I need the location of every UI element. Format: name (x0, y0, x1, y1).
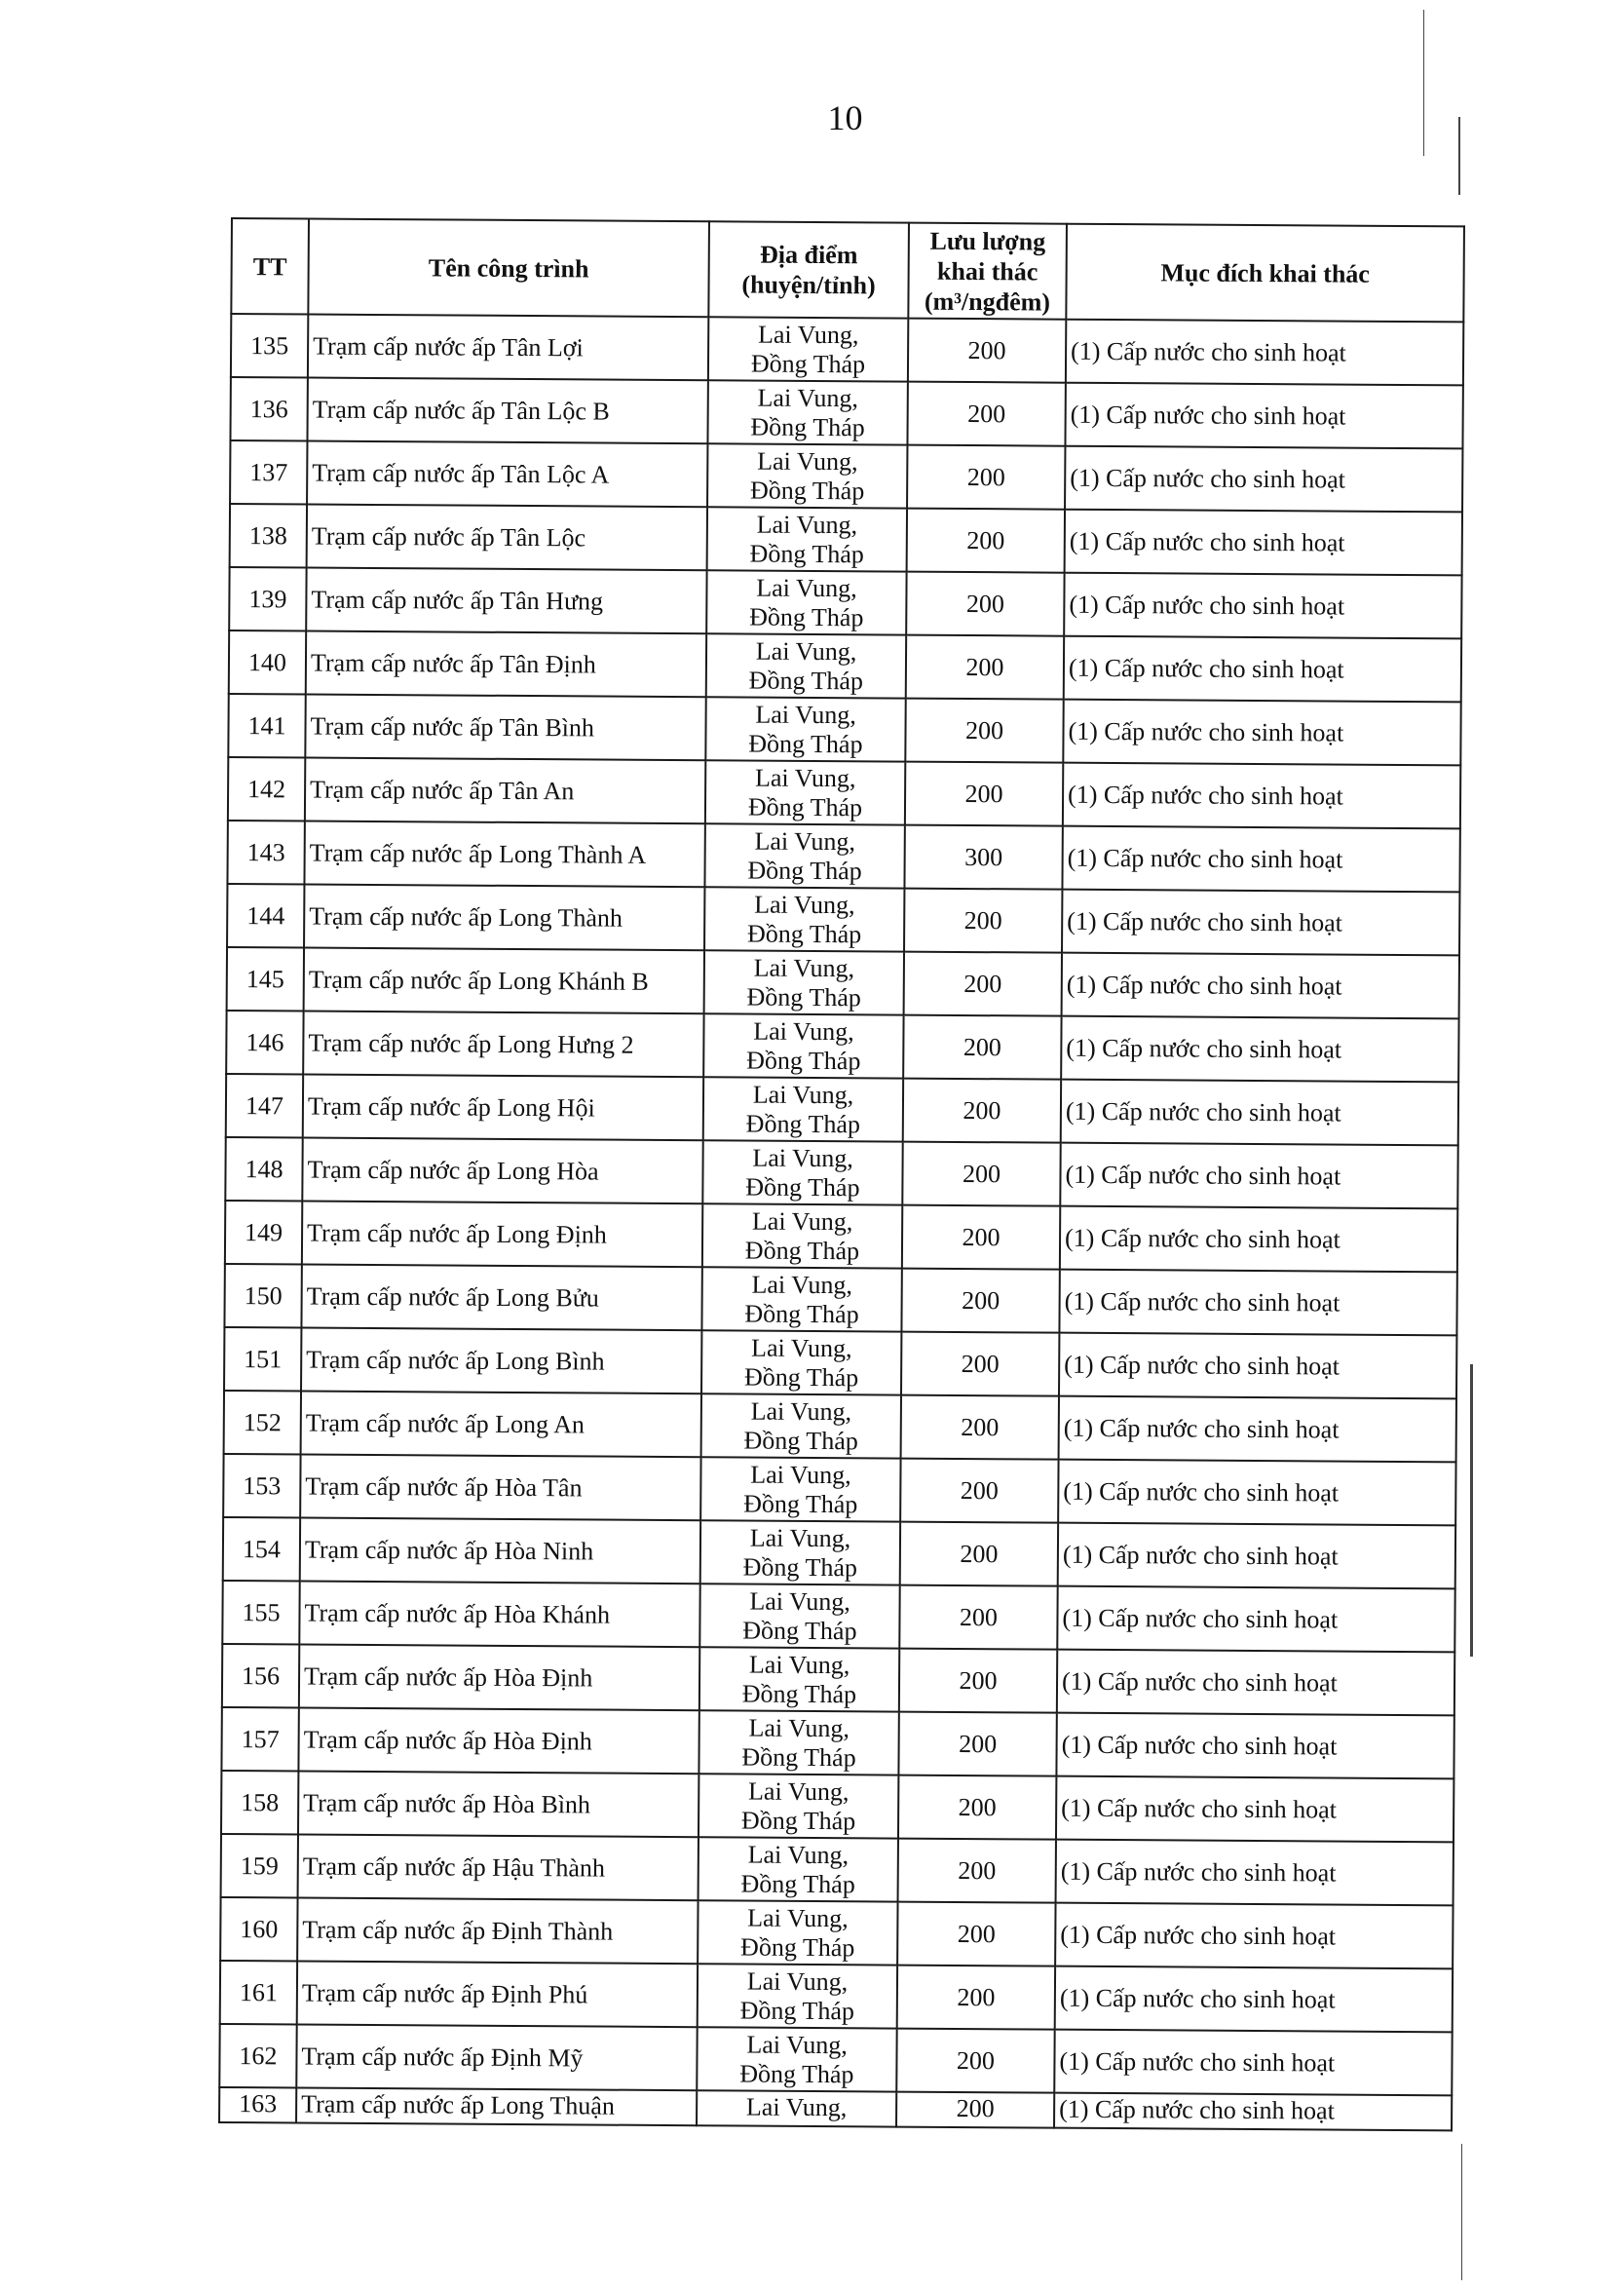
cell-name: Trạm cấp nước ấp Long Định (302, 1202, 702, 1268)
scan-margin-line (1461, 2144, 1462, 2280)
scan-margin-line (1458, 117, 1460, 195)
cell-tt: 147 (226, 1074, 303, 1138)
table-row (223, 1454, 1455, 1525)
table-row (228, 694, 1460, 765)
cell-location (704, 950, 904, 1014)
cell-tt: 148 (225, 1137, 302, 1202)
cell-name: Trạm cấp nước ấp Long An (301, 1392, 701, 1458)
cell-location (699, 1710, 898, 1775)
cell-name: Trạm cấp nước ấp Long Thành (304, 885, 704, 951)
cell-purpose: (1) Cấp nước cho sinh hoạt (1062, 890, 1459, 956)
cell-location-district: Lai Vung, (756, 573, 857, 602)
cell-location (700, 1520, 900, 1584)
cell-location (699, 1647, 899, 1711)
cell-location (702, 1140, 902, 1204)
cell-location (701, 1393, 901, 1458)
header-name: Tên công trình (308, 219, 709, 318)
scan-margin-line (1470, 1364, 1473, 1657)
header-location (708, 221, 909, 318)
cell-tt: 140 (229, 630, 306, 695)
table-row (221, 1771, 1454, 1842)
table-row (221, 1834, 1454, 1905)
cell-tt: 146 (226, 1011, 303, 1075)
cell-tt: 153 (223, 1454, 300, 1518)
cell-tt: 144 (227, 884, 304, 948)
cell-flow: 200 (899, 1649, 1057, 1713)
cell-purpose: (1) Cấp nước cho sinh hoạt (1056, 1840, 1454, 1906)
table-body (219, 314, 1463, 2130)
cell-flow: 200 (904, 952, 1062, 1016)
cell-purpose: (1) Cấp nước cho sinh hoạt (1062, 826, 1459, 893)
header-location-line2: (huyện/tỉnh) (741, 270, 876, 300)
cell-name: Trạm cấp nước ấp Long Thành A (304, 821, 704, 888)
cell-purpose: (1) Cấp nước cho sinh hoạt (1065, 446, 1462, 513)
cell-flow: 200 (907, 382, 1065, 446)
cell-purpose: (1) Cấp nước cho sinh hoạt (1066, 320, 1463, 386)
cell-location-province: Đồng Tháp (744, 1236, 860, 1265)
cell-purpose: (1) Cấp nước cho sinh hoạt (1056, 1776, 1454, 1843)
cell-name: Trạm cấp nước ấp Tân Lợi (308, 315, 708, 381)
cell-location-province: Đồng Tháp (742, 1616, 857, 1645)
cell-location-province: Đồng Tháp (750, 412, 865, 441)
cell-location-district: Lai Vung, (749, 1586, 850, 1616)
cell-location-district: Lai Vung, (751, 1333, 852, 1362)
cell-purpose: (1) Cấp nước cho sinh hoạt (1063, 763, 1460, 829)
cell-tt: 156 (222, 1644, 299, 1708)
cell-location-district: Lai Vung, (751, 1270, 853, 1299)
cell-location (704, 887, 904, 951)
cell-name: Trạm cấp nước ấp Hòa Định (299, 1644, 699, 1710)
cell-location-province: Đồng Tháp (739, 1996, 855, 2025)
cell-name: Trạm cấp nước ấp Định Phú (297, 1961, 698, 2027)
cell-location-province: Đồng Tháp (740, 1806, 856, 1835)
cell-location-province: Đồng Tháp (739, 2059, 854, 2088)
cell-name: Trạm cấp nước ấp Tân An (305, 758, 705, 824)
table-row (227, 884, 1459, 955)
cell-location-province: Đồng Tháp (743, 1489, 858, 1518)
cell-location (697, 2027, 896, 2091)
cell-location (699, 1584, 899, 1648)
table-row (220, 1897, 1453, 1968)
cell-location-district: Lai Vung, (748, 1776, 850, 1806)
cell-purpose: (1) Cấp nước cho sinh hoạt (1057, 1586, 1454, 1653)
cell-flow: 200 (902, 1142, 1060, 1206)
cell-tt: 154 (223, 1517, 300, 1582)
cell-tt: 138 (230, 504, 307, 568)
cell-tt: 158 (221, 1771, 298, 1835)
cell-purpose: (1) Cấp nước cho sinh hoạt (1054, 2030, 1452, 2096)
cell-tt: 135 (231, 314, 308, 378)
cell-tt: 163 (219, 2087, 296, 2123)
cell-tt: 161 (220, 1961, 297, 2025)
cell-name: Trạm cấp nước ấp Hòa Tân (300, 1455, 700, 1521)
cell-location-province: Đồng Tháp (747, 792, 863, 821)
cell-purpose: (1) Cấp nước cho sinh hoạt (1060, 1143, 1457, 1209)
cell-flow: 200 (901, 1269, 1059, 1333)
cell-location (701, 1330, 901, 1394)
cell-tt: 139 (229, 567, 306, 631)
cell-location-province: Đồng Tháp (742, 1552, 858, 1582)
cell-purpose: (1) Cấp nước cho sinh hoạt (1054, 2093, 1452, 2131)
cell-purpose: (1) Cấp nước cho sinh hoạt (1055, 1903, 1453, 1969)
cell-tt: 151 (224, 1327, 301, 1392)
cell-name: Trạm cấp nước ấp Long Khánh B (304, 948, 704, 1014)
cell-purpose: (1) Cấp nước cho sinh hoạt (1061, 1016, 1458, 1083)
cell-location-province: Đồng Tháp (748, 666, 864, 695)
cell-purpose: (1) Cấp nước cho sinh hoạt (1064, 573, 1461, 639)
scan-margin-line (1423, 10, 1424, 156)
cell-location (702, 1203, 902, 1268)
table-row (222, 1644, 1454, 1715)
cell-flow: 200 (896, 2029, 1054, 2093)
cell-name: Trạm cấp nước ấp Long Bửu (301, 1265, 701, 1331)
cell-flow: 200 (899, 1585, 1057, 1650)
cell-flow: 200 (903, 1015, 1061, 1080)
cell-flow: 200 (897, 1966, 1055, 2030)
cell-tt: 162 (219, 2024, 296, 2088)
cell-flow: 200 (901, 1332, 1059, 1396)
cell-purpose: (1) Cấp nước cho sinh hoạt (1065, 383, 1462, 449)
cell-location-district: Lai Vung, (756, 510, 858, 539)
cell-location-district: Lai Vung, (751, 1206, 853, 1236)
cell-flow: 200 (904, 889, 1062, 953)
table-row (228, 757, 1460, 828)
cell-location-province: Đồng Tháp (743, 1362, 859, 1392)
cell-location-district: Lai Vung, (755, 636, 857, 666)
cell-location-province: Đồng Tháp (746, 982, 861, 1011)
table-row (222, 1581, 1454, 1652)
cell-purpose: (1) Cấp nước cho sinh hoạt (1058, 1460, 1455, 1526)
header-flow-line3: (m³/ngđêm) (924, 286, 1051, 317)
cell-flow: 200 (903, 1079, 1061, 1143)
cell-purpose: (1) Cấp nước cho sinh hoạt (1065, 510, 1462, 576)
cell-name: Trạm cấp nước ấp Long Hòa (302, 1138, 702, 1204)
cell-tt: 145 (227, 947, 304, 1011)
water-station-table (218, 217, 1465, 2131)
cell-location (698, 1900, 897, 1965)
table-row (225, 1137, 1457, 1208)
cell-name: Trạm cấp nước ấp Hòa Định (298, 1707, 699, 1774)
table-row (230, 440, 1462, 512)
cell-purpose: (1) Cấp nước cho sinh hoạt (1060, 1206, 1457, 1273)
cell-tt: 141 (228, 694, 305, 758)
cell-location-district: Lai Vung, (754, 826, 856, 856)
cell-name: Trạm cấp nước ấp Hòa Bình (298, 1771, 699, 1837)
cell-location-district: Lai Vung, (754, 890, 855, 919)
cell-location (705, 760, 905, 824)
cell-location (705, 697, 905, 761)
cell-name: Trạm cấp nước ấp Tân Lộc (307, 505, 707, 571)
header-flow-line1: Lưu lượng (929, 226, 1046, 256)
cell-name: Trạm cấp nước ấp Tân Hưng (306, 568, 706, 634)
cell-tt: 143 (227, 821, 304, 885)
table-row (224, 1264, 1456, 1335)
cell-flow: 200 (907, 445, 1065, 510)
cell-purpose: (1) Cấp nước cho sinh hoạt (1061, 1080, 1458, 1146)
cell-location-province: Đồng Tháp (740, 1869, 855, 1898)
cell-purpose: (1) Cấp nước cho sinh hoạt (1059, 1333, 1456, 1399)
table-row (225, 1201, 1457, 1272)
cell-location-province: Đồng Tháp (741, 1742, 856, 1772)
cell-location-province: Đồng Tháp (748, 729, 863, 758)
cell-tt: 155 (222, 1581, 299, 1645)
table-header-row (231, 218, 1464, 322)
cell-tt: 159 (221, 1834, 298, 1898)
cell-location (706, 633, 906, 698)
table-row (224, 1391, 1456, 1462)
cell-tt: 137 (230, 440, 307, 505)
header-purpose: Mục đích khai thác (1066, 224, 1464, 323)
cell-location-province: Đồng Tháp (741, 1679, 857, 1708)
cell-location-district: Lai Vung, (752, 1080, 854, 1109)
cell-location-province: Đồng Tháp (746, 1046, 861, 1075)
header-flow (908, 223, 1067, 320)
cell-location-province: Đồng Tháp (743, 1426, 858, 1455)
cell-flow: 200 (900, 1459, 1058, 1523)
cell-name: Trạm cấp nước ấp Long Thuận (296, 2087, 697, 2125)
cell-location-district: Lai Vung, (753, 953, 855, 982)
cell-location-district: Lai Vung, (746, 1966, 849, 1996)
cell-location: Lai Vung, (697, 2090, 896, 2126)
cell-flow: 200 (900, 1522, 1058, 1586)
cell-purpose: (1) Cấp nước cho sinh hoạt (1063, 700, 1460, 766)
header-location-line1: Địa điểm (759, 240, 858, 270)
cell-tt: 142 (228, 757, 305, 821)
cell-location-district: Lai Vung, (750, 1460, 851, 1489)
cell-flow: 200 (905, 699, 1063, 763)
cell-location-province: Đồng Tháp (740, 1932, 855, 1962)
cell-location (708, 317, 908, 381)
header-tt: TT (231, 218, 309, 315)
table-row (227, 947, 1459, 1018)
cell-location (703, 1077, 903, 1141)
cell-purpose: (1) Cấp nước cho sinh hoạt (1058, 1523, 1455, 1589)
cell-location (700, 1457, 900, 1521)
cell-location-province: Đồng Tháp (746, 919, 862, 948)
cell-name: Trạm cấp nước ấp Long Hội (303, 1075, 703, 1141)
cell-location-province: Đồng Tháp (750, 349, 866, 378)
cell-location-province: Đồng Tháp (745, 1109, 861, 1138)
cell-location (699, 1837, 898, 1901)
cell-flow: 200 (907, 509, 1065, 573)
cell-flow: 200 (908, 319, 1066, 383)
cell-location (707, 507, 907, 571)
cell-tt: 160 (220, 1897, 297, 1962)
cell-location-district: Lai Vung, (757, 446, 858, 476)
table-row-last (219, 2087, 1452, 2130)
cell-location-province: Đồng Tháp (745, 1172, 860, 1202)
table-row (219, 2024, 1452, 2095)
cell-location-district: Lai Vung, (748, 1650, 850, 1679)
cell-tt: 157 (221, 1707, 298, 1772)
table-row (231, 314, 1463, 385)
cell-location (704, 823, 904, 888)
cell-location-province: Đồng Tháp (749, 539, 864, 568)
cell-purpose: (1) Cấp nước cho sinh hoạt (1062, 953, 1459, 1019)
cell-location (703, 1013, 903, 1078)
cell-name: Trạm cấp nước ấp Tân Bình (305, 695, 705, 761)
cell-purpose: (1) Cấp nước cho sinh hoạt (1059, 1396, 1456, 1463)
cell-flow: 200 (896, 2092, 1054, 2128)
table-row (226, 1011, 1458, 1082)
cell-tt: 150 (224, 1264, 301, 1328)
cell-location-province: Đồng Tháp (749, 476, 865, 505)
cell-flow: 200 (897, 1902, 1055, 1966)
cell-purpose: (1) Cấp nước cho sinh hoạt (1056, 1713, 1454, 1779)
cell-location-district: Lai Vung, (753, 1016, 854, 1046)
cell-flow: 200 (898, 1839, 1056, 1903)
page-number: 10 (827, 98, 863, 137)
table-row (226, 1074, 1458, 1145)
table-row (229, 630, 1461, 702)
cell-location-district: Lai Vung, (750, 1396, 852, 1426)
cell-purpose: (1) Cấp nước cho sinh hoạt (1064, 636, 1461, 703)
cell-flow: 200 (902, 1205, 1060, 1270)
cell-location-district: Lai Vung, (746, 2030, 848, 2059)
cell-location (707, 443, 907, 508)
cell-location-district: Lai Vung, (752, 1143, 853, 1172)
cell-location (707, 380, 907, 444)
cell-name: Trạm cấp nước ấp Tân Lộc B (307, 378, 707, 444)
header-flow-line2: khai thác (936, 256, 1039, 286)
cell-location-district: Lai Vung, (754, 763, 856, 792)
table-row (230, 504, 1462, 575)
cell-flow: 200 (906, 572, 1064, 636)
cell-purpose: (1) Cấp nước cho sinh hoạt (1059, 1270, 1456, 1336)
cell-flow: 300 (904, 825, 1062, 890)
cell-location-district: Lai Vung, (757, 383, 859, 412)
cell-location (706, 570, 906, 634)
cell-tt: 152 (224, 1391, 301, 1455)
cell-location-district: Lai Vung, (755, 700, 856, 729)
cell-flow: 200 (905, 762, 1063, 826)
cell-location (701, 1267, 901, 1331)
cell-location-district: Lai Vung, (757, 320, 859, 349)
cell-flow: 200 (898, 1712, 1056, 1776)
table-row (227, 821, 1459, 892)
cell-location-province: Đồng Tháp (744, 1299, 859, 1328)
cell-name: Trạm cấp nước ấp Hòa Ninh (300, 1518, 700, 1584)
cell-purpose: (1) Cấp nước cho sinh hoạt (1057, 1650, 1454, 1716)
table-row (221, 1707, 1454, 1778)
cell-tt: 149 (225, 1201, 302, 1265)
cell-name: Trạm cấp nước ấp Long Hưng 2 (303, 1011, 703, 1078)
cell-location-district: Lai Vung, (749, 1523, 851, 1552)
table-row (224, 1327, 1456, 1398)
cell-location-district: Lai Vung, (748, 1713, 850, 1742)
cell-name: Trạm cấp nước ấp Định Mỹ (296, 2024, 697, 2090)
cell-flow: 200 (898, 1775, 1056, 1840)
table-row (229, 567, 1461, 638)
table-row (220, 1961, 1453, 2032)
cell-flow: 200 (906, 635, 1064, 700)
cell-name: Trạm cấp nước ấp Hòa Khánh (299, 1581, 699, 1647)
cell-location-district: Lai Vung, (747, 1840, 850, 1869)
cell-location-district: Lai Vung, (747, 1903, 849, 1932)
table-row (230, 377, 1462, 448)
cell-name: Trạm cấp nước ấp Tân Định (306, 631, 706, 698)
cell-name: Trạm cấp nước ấp Hậu Thành (298, 1834, 699, 1900)
cell-location-province: Đồng Tháp (747, 856, 862, 885)
table-row (223, 1517, 1455, 1588)
cell-purpose: (1) Cấp nước cho sinh hoạt (1055, 1966, 1453, 2033)
cell-location (698, 1964, 897, 2028)
cell-tt: 136 (230, 377, 307, 441)
cell-name: Trạm cấp nước ấp Tân Lộc A (307, 441, 707, 508)
cell-location-province: Đồng Tháp (749, 602, 864, 631)
cell-name: Trạm cấp nước ấp Định Thành (297, 1897, 698, 1964)
cell-flow: 200 (901, 1395, 1059, 1460)
cell-name: Trạm cấp nước ấp Long Bình (301, 1328, 701, 1394)
cell-location (699, 1774, 898, 1838)
